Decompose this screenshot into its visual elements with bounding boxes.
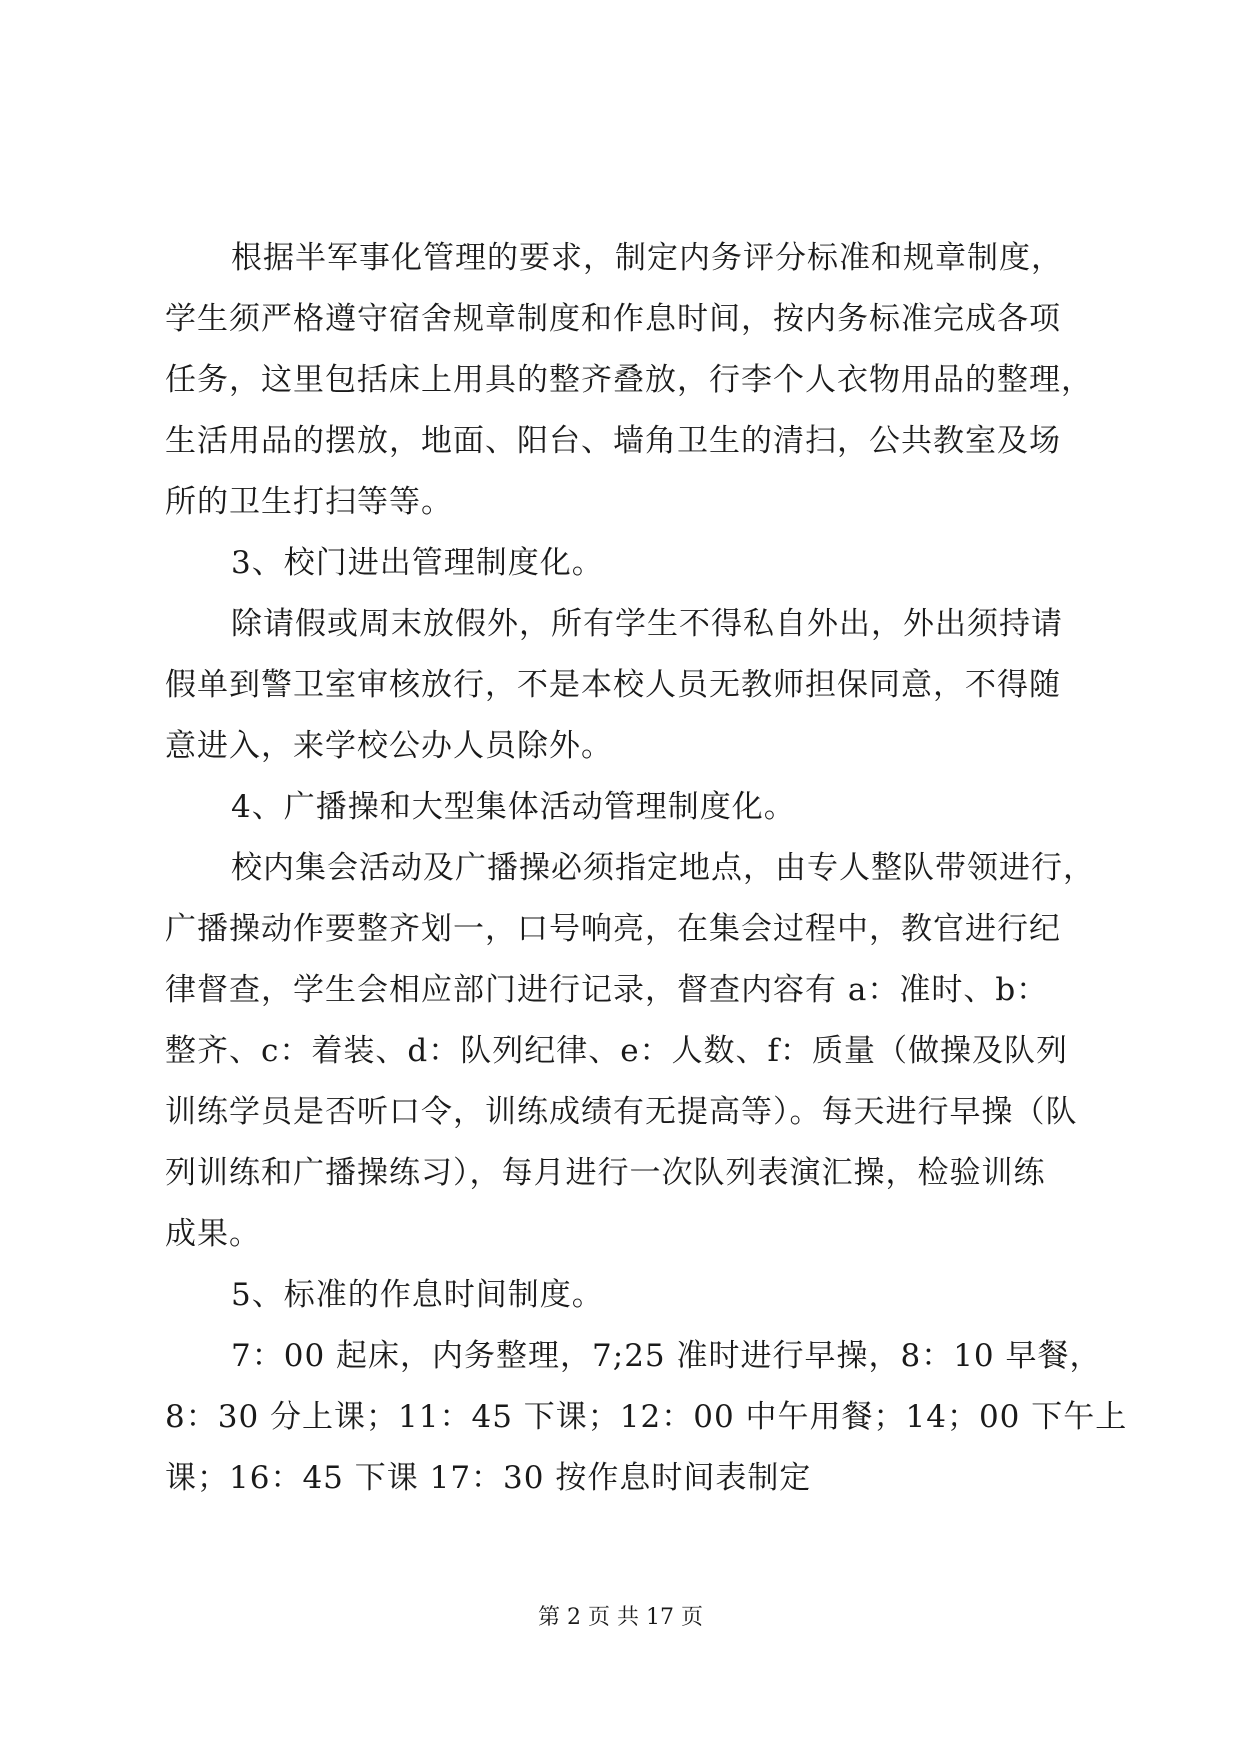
paragraph-line: 7：00 起床，内务整理，7;25 准时进行早操，8：10 早餐， [231, 1338, 1102, 1374]
paragraph-line: 校内集会活动及广播操必须指定地点，由专人整队带领进行， [231, 850, 1095, 886]
paragraph-line: 任务，这里包括床上用具的整齐叠放，行李个人衣物用品的整理， [165, 362, 1093, 398]
paragraph-line: 除请假或周末放假外，所有学生不得私自外出，外出须持请 [231, 606, 1063, 642]
paragraph-line: 律督查，学生会相应部门进行记录，督查内容有 a：准时、b： [165, 972, 1049, 1008]
paragraph-line: 生活用品的摆放，地面、阳台、墙角卫生的清扫，公共教室及场 [165, 423, 1061, 459]
paragraph-line: 成果。 [165, 1216, 261, 1252]
paragraph-line: 学生须严格遵守宿舍规章制度和作息时间，按内务标准完成各项 [165, 301, 1061, 337]
paragraph-line: 课；16：45 下课 17：30 按作息时间表制定 [165, 1460, 812, 1496]
paragraph-line: 意进入，来学校公办人员除外。 [165, 728, 613, 764]
paragraph-line: 广播操动作要整齐划一，口号响亮，在集会过程中，教官进行纪 [165, 911, 1061, 947]
body-text [165, 228, 1128, 1509]
section-heading: 5、标准的作息时间制度。 [231, 1277, 604, 1313]
section-heading: 4、广播操和大型集体活动管理制度化。 [231, 789, 796, 825]
paragraph-line: 所的卫生打扫等等。 [165, 484, 453, 520]
page-number-footer: 第 2 页 共 17 页 [538, 1605, 703, 1630]
paragraph-line: 列训练和广播操练习），每月进行一次队列表演汇操，检验训练 [165, 1155, 1046, 1191]
paragraph-line: 训练学员是否听口令，训练成绩有无提高等）。每天进行早操（队 [165, 1094, 1078, 1130]
paragraph-line: 假单到警卫室审核放行，不是本校人员无教师担保同意，不得随 [165, 667, 1061, 703]
paragraph-line: 整齐、c：着装、d：队列纪律、e：人数、f：质量（做操及队列 [165, 1033, 1069, 1069]
paragraph-line: 8：30 分上课；11：45 下课；12：00 中午用餐；14；00 下午上 [165, 1399, 1128, 1435]
paragraph-line: 根据半军事化管理的要求，制定内务评分标准和规章制度， [231, 240, 1063, 276]
section-heading: 3、校门进出管理制度化。 [231, 545, 604, 581]
